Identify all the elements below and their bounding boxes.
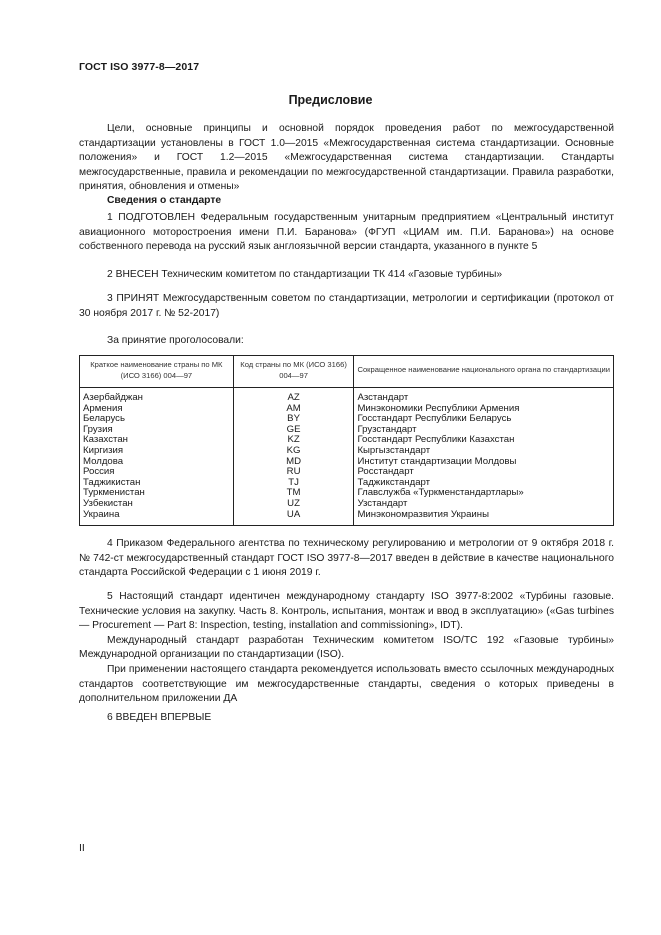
page-title: Предисловие (288, 93, 373, 107)
cell-country-code: RU (233, 467, 354, 478)
item-5-text: 5 Настоящий стандарт идентичен международному стандарту ISO 3977-8:2002 «Турбины газовые. Технические условия на закупку. Часть 8. Контроль, испытания, монтаж и ввод в эксплуатацию» («Gas turbines — Procurement — Part 8: Inspection, testing, installation and commissioning», IDT). (79, 591, 614, 632)
item-3-text: 3 ПРИНЯТ Межгосударственным советом по стандартизации, метрологии и сертификации (протокол от 30 ноября 2017 г. № 52-2017) (79, 293, 614, 319)
table-row (80, 414, 614, 425)
cell-national-body: Таджикстандарт (354, 478, 614, 489)
item-1 (79, 211, 614, 255)
cell-country-code: UA (233, 510, 354, 526)
item-1-text: 1 ПОДГОТОВЛЕН Федеральным государственным унитарным предприятием «Центральный институт авиационного моторостроения имени П.И. Баранова» (ФГУП «ЦИАМ им. П.И. Баранова») на основе собственного перевода на русский язык англоязычной версии стандарта, указанного в пункте 5 (79, 212, 614, 253)
intro-paragraph (79, 122, 614, 195)
table-row (80, 478, 614, 489)
cell-country-code: AZ (233, 388, 354, 404)
cell-national-body: Госстандарт Республики Беларусь (354, 414, 614, 425)
cell-country-code: TJ (233, 478, 354, 489)
item-6-text: 6 ВВЕДЕН ВПЕРВЫЕ (107, 712, 212, 723)
table-header-row (80, 356, 614, 388)
table-row (80, 388, 614, 404)
item-2-text: 2 ВНЕСЕН Техническим комитетом по стандартизации ТК 414 «Газовые турбины» (107, 269, 503, 280)
table-row (80, 488, 614, 499)
cell-country-name: Узбекистан (80, 499, 234, 510)
vote-caption (79, 334, 614, 349)
item-4-text: 4 Приказом Федерального агентства по техническому регулированию и метрологии от 9 октября 2018 г. № 742-ст межгосударственный стандарт ГОСТ ISO 3977-8—2017 введен в действие в качестве национального стандарта Российской Федерации с 1 июня 2019 г. (79, 538, 614, 579)
item-4 (79, 537, 614, 581)
cell-country-name: Беларусь (80, 414, 234, 425)
cell-country-name: Туркменистан (80, 488, 234, 499)
cell-country-code: UZ (233, 499, 354, 510)
cell-country-name: Украина (80, 510, 234, 526)
cell-country-name: Грузия (80, 425, 234, 436)
cell-country-name: Молдова (80, 457, 234, 468)
cell-country-name: Армения (80, 404, 234, 415)
table-row (80, 510, 614, 526)
section-title: Сведения о стандарте (107, 195, 222, 206)
cell-country-code: TM (233, 488, 354, 499)
vote-caption-text: За принятие проголосовали: (107, 335, 244, 346)
intro-text: Цели, основные принципы и основной порядок проведения работ по межгосударственной стандартизации установлены в ГОСТ 1.0—2015 «Межгосударственная система стандартизации. Основные положения» и ГОСТ 1.2—2015 «Межгосударственная система стандартизации. Стандарты межгосударственные, правила и рекомендации по межгосударственной стандартизации. Правила разработки, принятия, обновления и отмены» (79, 123, 614, 193)
cell-country-code: BY (233, 414, 354, 425)
table-row (80, 457, 614, 468)
page-number: II (79, 842, 85, 854)
item-5-developer-text: Международный стандарт разработан Техническим комитетом ISO/TC 192 «Газовые турбины» Международной организации по стандартизации (ISO). (79, 634, 614, 661)
item-6 (79, 711, 614, 726)
item-5-usage-text: При применении настоящего стандарта рекомендуется использовать вместо ссылочных международных стандартов соответствующие им межгосударственные стандарты, сведения о которых приведены в дополнительном приложении ДА (79, 663, 614, 705)
table-row (80, 446, 614, 457)
item-2 (79, 268, 614, 283)
table-row (80, 499, 614, 510)
item-5 (79, 590, 614, 707)
document-header: ГОСТ ISO 3977-8—2017 (79, 61, 200, 73)
cell-national-body: Азстандарт (354, 388, 614, 404)
cell-country-name: Азербайджан (80, 388, 234, 404)
header-country-code: Код страны по МК (ИСО 3166) 004—97 (233, 356, 354, 388)
table-row (80, 404, 614, 415)
cell-national-body: Главслужба «Туркменстандартлары» (354, 488, 614, 499)
cell-country-name: Таджикистан (80, 478, 234, 489)
voting-table (79, 355, 614, 526)
cell-national-body: Грузстандарт (354, 425, 614, 436)
table-row (80, 425, 614, 436)
cell-national-body: Институт стандартизации Молдовы (354, 457, 614, 468)
cell-national-body: Минэкономики Республики Армения (354, 404, 614, 415)
cell-country-name: Киргизия (80, 446, 234, 457)
cell-country-code: GE (233, 425, 354, 436)
header-country-name: Краткое наименование страны по МК (ИСО 3166) 004—97 (80, 356, 234, 388)
cell-country-code: KZ (233, 435, 354, 446)
cell-country-code: KG (233, 446, 354, 457)
cell-national-body: Кыргызстандарт (354, 446, 614, 457)
cell-country-code: MD (233, 457, 354, 468)
cell-country-code: AM (233, 404, 354, 415)
item-3 (79, 292, 614, 321)
cell-country-name: Казахстан (80, 435, 234, 446)
table-body (80, 388, 614, 526)
cell-national-body: Минэкономразвития Украины (354, 510, 614, 526)
cell-country-name: Россия (80, 467, 234, 478)
table-row (80, 435, 614, 446)
cell-national-body: Госстандарт Республики Казахстан (354, 435, 614, 446)
cell-national-body: Росстандарт (354, 467, 614, 478)
cell-national-body: Узстандарт (354, 499, 614, 510)
header-national-body: Сокращенное наименование национального органа по стандартизации (354, 356, 614, 388)
table-row (80, 467, 614, 478)
